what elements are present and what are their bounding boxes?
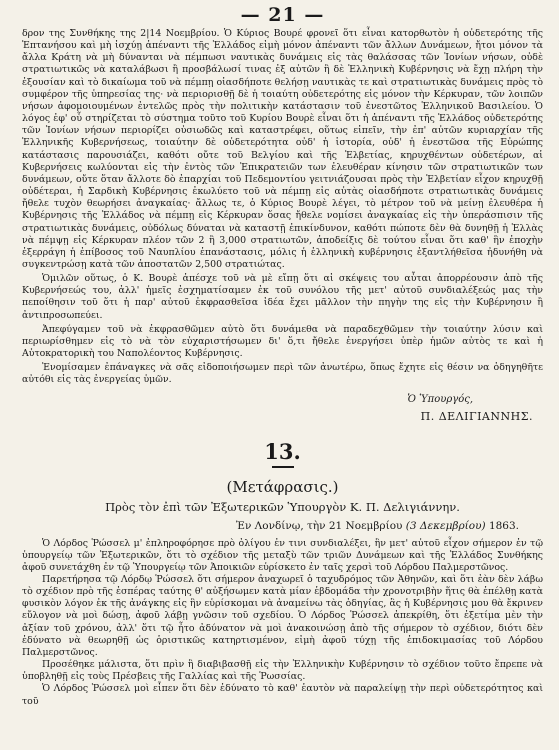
paragraph: Προσέθηκε μάλιστα, ὅτι πρὶν ἢ διαβιβασθῇ εἰς τὴν Ἑλληνικὴν Κυβέρνησιν τὸ σχέδιον τοῦτο ἔπρεπε νὰ ὑποβληθῇ εἰς τοὺς Πρέσβεις τῆς Γαλλίας καὶ τῆς Ῥωσσίας. [22, 659, 543, 683]
paragraph: Ἐνομίσαμεν ἐπάναγκες νὰ σᾶς εἰδοποιήσωμεν περὶ τῶν ἀνωτέρω, ὅπως ἔχητε εἰς θέσιν να ὁδηγηθῆτε αὐτόθι εἰς τὰς ἐνεργείας ὑμῶν. [22, 362, 543, 386]
signature-name: Π. ΔΕΛΙΓΙΑΝΝΗΣ. [420, 409, 533, 423]
signature-title: Ὁ Ὑπουργός, [407, 393, 473, 405]
letter-body-bottom [22, 538, 543, 708]
dateline-place: Ἐν Λονδίνῳ, τὴν [236, 519, 326, 532]
paragraph: δρον της Συνθήκης της 2|14 Νοεμβρίου. Ὁ Κύριος Βουρέ φρονεῖ ὅτι εἶναι κατορθωτὸν ἡ οὐδετερότης τῆς Ἑπτανήσου καὶ μὴ ἰσχύῃ ἀπέναντι τῆς Ἑλλάδος εἰμὴ μόνον ἀπέναντι τῶν ἄλλων Δυνάμεων, ἤτοι μόνον τὰ ἄλλα Κράτη νὰ μὴ δύνανται νὰ πέμπωσι ναυτικὰς δυνάμεις εἰς τὰς θαλάσσας τῶν Ἰονίων νήσων, οὐδὲ στρατιωτικῶς νὰ καταλάβωσι ἢ προσβάλωσί τινας ἐξ αὐτῶν ἢ δὲ Ἑλληνικὴ Κυβέρνησις νὰ ἔχῃ πλήρη τὴν ἐξουσίαν καὶ τὸ δικαίωμα τοῦ νὰ πέμπῃ οἰασδήποτε θελήσῃ ναυτικὰς τε καὶ στρατιωτικὰς δυνάμεις πρὸς τὸ συμφέρον τῆς ὑπηρεσίας της· νὰ περιορισθῇ δὲ ἡ τοιαύτη οὐδετερότης εἰς μόνον τὴν Κέρκυραν, τῶν λοιπῶν νήσων ἀφομοιουμένων ἐντελῶς πρὸς τὴν πολιτικὴν κατάστασιν τοῦ ἐνεστῶτος Ἑλληνικοῦ Βασιλείου. Ὁ λόγος ἐφ' οὗ στηρίζεται τὸ σύστημα τοῦτο τοῦ Κυρίου Βουρὲ εἶναι ὅτι ἡ ἀπέναντι τῆς Ἑλλάδος οὐδετερότης τῶν Ἰονίων νήσων περιορίζει οὐσιωδῶς καὶ καταστρέφει, οὕτως εἰπεῖν, τὴν ἐπ' αὐτῶν κυριαρχίαν τῆς Ἑλληνικῆς Κυβερνήσεως, τοιαύτην δὲ οὐδετερότητα οὐδ' ἡ ἱστορία, οὐδ' ἡ ἐνεστῶσα τῆς Εὐρώπης κατάστασις παρουσιάζει, καθότι οὔτε τοῦ Βελγίου καὶ τῆς Ἑλβετίας, κηρυχθέντων οὐδετέρων, αἱ Κυβερνήσεις κωλύονται εἰς τὴν ἐντὸς τῶν Ἐπικρατειῶν των ἐλευθέραν κίνησιν τῶν στρατιωτικῶν των δυνάμεων, οὔτε ὅταν ἄλλοτε δὸ ἐπαρχίαι τοῦ Πεδεμοντίου γειτνιάζουσαι πρὸς τὴν Ἑλβετίαν εἶχον κηρυχθῇ οὐδέτεραι, ἡ Σαρδικὴ Κυβέρνησις ἐκωλύετο τοῦ νὰ πέμπῃ εἰς αὐτὰς οἰασδήποτε στρατιωτικὰς δυνάμεις ἤθελε τυχὸν θεωρήσει ἀναγκαίας· ἄλλως τε, ὁ Κύριος Βουρὲ λέγει, τὸ μέτρον τοῦ νὰ μείνῃ ἐλευθέρα ἡ Κυβέρνησις τῆς Ἑλλάδος νὰ πέμπῃ εἰς Κέρκυραν ὅσας ἤθελε νομίσει ἀναγκαίας εἰς τὴν ὑπεράσπισιν τῆς στρατιωτικὰς δυνάμεις, οὐδόλως δύναται νὰ καταστῇ ἐπικίνδυνον, καθότι πώποτε δὲν θὰ δυνηθῇ ἡ Ἑλλὰς νὰ πέμψῃ εἰς Κέρκυραν πλέον τῶν 2 ἢ 3,000 στρατιωτῶν, ἀποδείξις δὲ τούτου εἶναι ὅτι καθ' ἣν ἐποχὴν ἐξερράγη ἡ ἐπίβοσος τοῦ Ναυπλίου ἐπανάστασις, μόλις ἡ ἑλληνικὴ κυβέρνησις ἐξαντλήθεῖσα ἠδυνήθη νὰ συγκεντρώσῃ κατὰ τῶν ἀποστατῶν 2,500 στρατιώτας. [22, 28, 543, 270]
document-number: 13. [264, 438, 301, 464]
dateline-date: 21 Νοεμβρίου [328, 519, 403, 532]
dateline [22, 519, 543, 533]
paragraph: Ὁμιλῶν οὕτως, ὁ Κ. Βουρὲ ἀπέσχε τοῦ νὰ μὲ εἴπῃ ὅτι αἱ σκέψεις του αὗται ἀπορρέουσιν ἀπὸ τῆς Κυβερνήσεώς του, ἀλλ' ἡμεῖς ἐσχηματίσαμεν ἐκ τοῦ συνόλου τῆς μετ' αὐτοῦ συνδιαλέξεώς μας τὴν πεποίθησιν τοῦ ὅτι ἡ παρ' αὐτοῦ ἐκφρασθεῖσα ἰδέα ἔχει μᾶλλον τὴν πηγὴν της εἰς τὴν Κυβέρνησιν ἢ ἀντιπροσωπεύει. [22, 273, 543, 321]
dateline-year: 1863. [488, 519, 519, 532]
paragraph: Ἀπεφύγαμεν τοῦ νὰ ἐκφρασθῶμεν αὐτὸ ὅτι δυνάμεθα νὰ παραδεχθῶμεν τὴν τοιαύτην λύσιν καὶ περιωρίσθημεν εἰς τὸ νὰ τὸν εὐχαριστήσωμεν δι' ὅ,τι ἤθελε ἐνεργήσει ὑπὲρ ἡμῶν αὐτὸς τε καὶ ἡ Αὐτοκρατορικὴ του Ναπολέοντος Κυβέρνησις. [22, 323, 543, 360]
addressee-line: Πρὸς τὸν ἐπὶ τῶν Ἐξωτερικῶν Ὑπουργὸν Κ. Π. Δελιγιάννην. [105, 499, 460, 514]
signature-block [22, 393, 543, 424]
paragraph: Ὁ Λόρδος Ῥώσσελ μοὶ εἶπεν ὅτι δὲν ἐδύνατο τὸ καθ' ἑαυτὸν νὰ παραλείψῃ τὴν περὶ οὐδετερότητος καὶ τοῦ [22, 683, 543, 707]
dateline-old-style: (3 Δεκεμβρίου) [405, 519, 486, 532]
document-number-rule [272, 466, 294, 468]
letter-body-top [22, 28, 543, 387]
paragraph: Ὁ Λόρδος Ῥώσσελ μ' ἐπληροφόρησε πρὸ ὀλίγου ἐν τινι συνδιαλέξει, ἣν μετ' αὐτοῦ εἶχον σήμερον ἐν τῷ ὑπουργείῳ τῶν Ἐξωτερικῶν, ὅτι τὸ σχέδιον τῆς μεταξὺ τῶν τριῶν Δυνάμεων καὶ τῆς Ἑλλάδος Συνθήκης ἀφοῦ συνετάχθη ἐν τῷ Ὑπουργείῳ τῶν Ἀποικιῶν εὑρίσκετο ἐν ταῖς χερσὶ τοῦ Λόρδου Παλμερστῶνος. [22, 537, 543, 573]
page-number: — 21 — [240, 4, 325, 26]
document-subtitle: (Μετάφρασις.) [226, 477, 339, 496]
paragraph: Παρετήρησα τῷ Λόρδῳ Ῥώσσελ ὅτι σήμερον ἀναχωρεῖ ὁ ταχυδρόμος τῶν Ἀθηνῶν, καὶ ὅτι ἐὰν δὲν λάβω τὸ σχέδιον πρὸ τῆς ἑσπέρας ταύτης θ' αὐξήσωμεν κατὰ μίαν ἑβδομάδα τὴν χρονοτριβὴν ἥτις θὰ ἐπέλθῃ κατὰ φυσικὸν λόγον ἐκ τῆς ἀνάγκης εἰς ἣν εὑρίσκομαι νὰ ἀναμείνω τὰς ὁδηγίας, ἃς ἡ Κυβέρνησις μου θὰ ἔκρινεν εὔλογον νὰ μοὶ δώσῃ, ἀφοῦ λάβῃ γνῶσιν τοῦ σχεδίου. Ὁ Λόρδος Ῥώσσελ ἀπεκρίθη, ὅτι ἐξετίμα μὲν τὴν ἀξίαν τοῦ χρόνου, ἀλλ' ὅτι τῷ ἦτο ἀδύνατον νὰ μοὶ ἀνακοινώσῃ ἀπὸ τῆς σήμερον τὸ σχέδιον, διότι δὲν ἐδύνατο νὰ θεωρηθῇ ὡς ὁριστικῶς κατηρτισμένον, εἰμὴ ἀφοῦ τύχῃ τῆς ἐπιδοκιμασίας τοῦ Λόρδου Παλμερστῶνος. [22, 574, 543, 658]
